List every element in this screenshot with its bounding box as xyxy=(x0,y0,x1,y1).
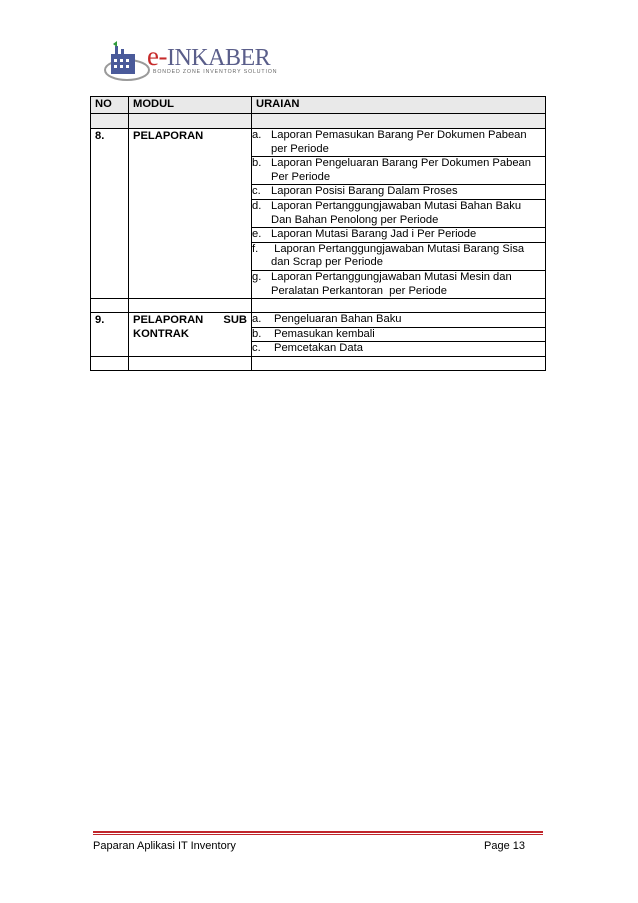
module-table xyxy=(90,96,546,371)
list-item: g. Laporan Pertanggungjawaban Mutasi Mesin dan Peralatan Perkantoran per Periode xyxy=(252,270,515,297)
row-module: PELAPORAN SUB KONTRAK xyxy=(129,313,252,357)
page-number: Page 13 xyxy=(484,840,525,852)
logo-brand: e-INKABER xyxy=(147,41,271,71)
list-item: c. Pemcetakan Data xyxy=(252,342,363,355)
row-number: 8. xyxy=(91,129,129,299)
row-number: 9. xyxy=(91,313,129,357)
footer-divider xyxy=(93,834,543,835)
logo-tagline: BONDED ZONE INVENTORY SOLUTION xyxy=(153,69,278,75)
list-item: c. Laporan Posisi Barang Dalam Proses xyxy=(252,185,545,200)
spacer-row xyxy=(91,356,546,370)
spacer-row xyxy=(91,299,546,313)
list-item: b. Pemasukan kembali xyxy=(252,328,545,343)
row-module: PELAPORAN xyxy=(129,129,252,299)
table-header-row xyxy=(91,97,546,114)
footer-divider xyxy=(93,831,543,833)
list-item: b. Laporan Pengeluaran Barang Per Dokumen Pabean Per Periode xyxy=(252,157,545,185)
header-modul: MODUL xyxy=(129,97,252,114)
list-item: d. Laporan Pertanggungjawaban Mutasi Bahan Baku Dan Bahan Penolong per Periode xyxy=(252,200,545,228)
row-uraian xyxy=(252,313,546,357)
header-no: NO xyxy=(91,97,129,114)
footer-title: Paparan Aplikasi IT Inventory xyxy=(93,840,236,852)
factory-icon xyxy=(103,40,153,84)
spacer-row xyxy=(91,114,546,129)
list-item: f. Laporan Pertanggungjawaban Mutasi Barang Sisa dan Scrap per Periode xyxy=(252,243,545,271)
table-row xyxy=(91,129,546,299)
table-row xyxy=(91,313,546,357)
list-item: e. Laporan Mutasi Barang Jad i Per Periode xyxy=(252,228,545,243)
company-logo xyxy=(103,40,278,84)
list-item: a. Pengeluaran Bahan Baku xyxy=(252,313,545,328)
row-uraian xyxy=(252,129,546,299)
list-item: a. Laporan Pemasukan Barang Per Dokumen Pabean per Periode xyxy=(252,129,545,157)
header-uraian: URAIAN xyxy=(252,97,546,114)
